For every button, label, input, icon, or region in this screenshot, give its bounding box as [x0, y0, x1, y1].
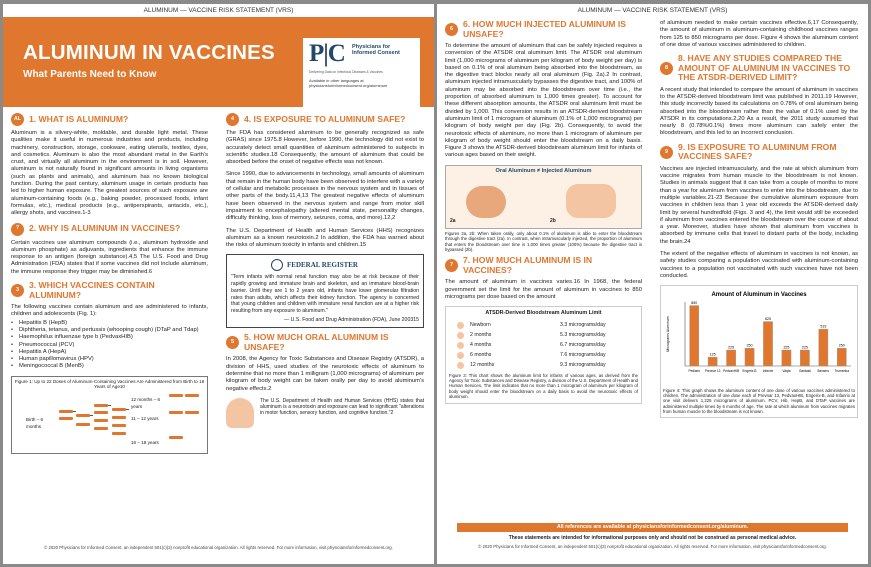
limit-table — [449, 321, 638, 371]
vaccine-list — [11, 320, 208, 371]
baby-icon — [457, 352, 464, 359]
list-item: • Pneumococcal (PCV) — [11, 342, 208, 349]
left-column — [11, 110, 208, 454]
left-column — [445, 20, 642, 404]
age-cell: 4 months — [470, 341, 492, 348]
panel-label: 2b — [550, 217, 556, 224]
neurotoxin-callout — [226, 398, 424, 428]
section-title: 4. IS EXPOSURE TO ALUMINUM SAFE? — [244, 113, 406, 124]
section-text: The extent of the negative effects of aluminum in vaccines is not known, as safety studies comparing a population vaccinated with aluminum-containing vaccines to a population not vaccinated with such vaccines have not been conducted. — [660, 251, 858, 279]
category-label: Trumenba — [834, 369, 849, 374]
register-quote: "Term infants with normal renal function may also be at risk because of their rapidly growing and immature brain and skeleton, and an immature blood-brain barrier. Until they are 1 to 2 years old, infants have lower glomerular filtration rates than adults, which affects their kidney function. The agency is concerned that young children and children with immature renal function are at a higher risk resulting from any exposure to aluminum." — [231, 274, 419, 314]
figure-4-caption: Figure 4: This graph shows the aluminum content of one dose of various vaccines administered to children. The administration of one dose each of Prevnar 13, PedvaxHIB, Engerix-B, and Infanrix at one visit delivers 1,225 micrograms of aluminum. PCV, Hib, HepB, and DTaP vaccines are administered multiple times by 6 months of age. The rate at which aluminum from vaccines migrates from human muscle to the bloodstream is not known. — [663, 387, 855, 415]
register-header — [231, 259, 419, 271]
bar — [800, 350, 809, 366]
seal-icon — [271, 259, 283, 271]
data-label: 850 — [691, 301, 698, 306]
aluminum-bar-chart — [663, 288, 855, 384]
section-2-heading — [11, 223, 208, 236]
bar — [837, 348, 846, 366]
baby-icon — [457, 332, 464, 339]
timeline-label: Birth – 6 months — [26, 417, 44, 430]
baby-icon — [457, 342, 464, 349]
table-row — [449, 321, 638, 331]
section-4-heading — [226, 113, 424, 126]
magnifier-icon: 8 — [660, 62, 673, 75]
limit-cell: 6.7 micrograms/day — [560, 341, 606, 348]
page-title: ALUMINUM IN VACCINES — [23, 41, 275, 64]
page-subtitle: What Parents Need to Know — [23, 69, 157, 80]
section-text: To determine the amount of aluminum that can be safely injected requires a conversion of the ATSDR oral aluminum limit. The ATSDR oral aluminum limit (1,000 micrograms of aluminum per kilogram of body weight per day) is based on 0.1% of oral aluminum being absorbed into the bloodstream, as the digestive tract blocks nearly all oral aluminum (Fig. 2a).2 In contrast, aluminum injected intramuscularly bypasses the digestive tract, and 100% of aluminum may be absorbed into the bloodstream over time (i.e., the proportion of absorbed aluminum is 1,000 times greater). To account for these different absorption amounts, the ATSDR oral aluminum limit must be divided by 1,000. This conversion results in an ATSDR-derived bloodstream aluminum limit of 1 microgram of aluminum (0.1% of 1,000 micrograms) per kilogram of body weight per day (Fig. 2b). Consequently, to avoid the neurotoxic effects of aluminum, no more than 1 microgram of aluminum per kilogram of body weight should enter the bloodstream on a daily basis. Figure 3 shows the ATSDR-derived bloodstream aluminum limit for infants of various ages based on their weight. — [445, 43, 642, 159]
figure-3-caption: Figure 3: This chart shows the aluminum limit for infants of various ages, as derived from the Agency for Toxic Substances and Disease Registry, a division of the U.S. Department of Health and Human Services. The limit indicates that no more than 1 microgram of aluminum per kilogram of body weight should enter the bloodstream on a daily basis to avoid the neurotoxic effects of aluminum. — [449, 372, 639, 400]
data-label: 250 — [838, 343, 845, 348]
section-text: Certain vaccines use aluminum compounds (i.e., aluminum hydroxide and aluminum phosphate) as adjuvants, ingredients that enhance the immune response to an antigen (foreign substance).4,5 The U.S. Food and Drug Administration (FDA) states that if some vaccines did not include aluminum, the immune response they trigger may be diminished.6 — [11, 239, 208, 275]
data-label: 125 — [709, 352, 716, 357]
section-3-heading — [11, 281, 208, 300]
chart-title: Amount of Aluminum in Vaccines — [711, 292, 807, 299]
scale-icon: 7 — [445, 259, 458, 272]
table-row — [449, 341, 638, 351]
section-title: 8. HAVE ANY STUDIES COMPARED THE AMOUNT OF ALUMINUM IN VACCINES TO THE ATSDR-DERIVED LIMIT? — [678, 53, 851, 83]
logo-box — [303, 38, 420, 112]
shield-icon: 4 — [226, 113, 239, 126]
limit-cell: 7.6 micrograms/day — [560, 351, 606, 358]
mouth-icon: 5 — [226, 336, 239, 349]
section-title: 9. IS EXPOSURE TO ALUMINUM FROM VACCINES SAFE? — [678, 141, 837, 162]
section-title: 3. WHICH VACCINES CONTAIN ALUMINUM? — [29, 280, 155, 300]
category-label: Engerix-B — [742, 369, 757, 374]
top-label: ALUMINUM — VACCINE RISK STATEMENT (VRS) — [143, 7, 294, 14]
data-label: 250 — [746, 343, 753, 348]
section-title: 1. WHAT IS ALUMINUM? — [29, 113, 129, 124]
section-8-heading — [660, 54, 858, 83]
syringe-icon: 6 — [445, 23, 458, 36]
bar — [763, 322, 772, 366]
vrs-page-left — [3, 4, 434, 564]
footer: © 2020 Physicians for Informed Consent, an independent 501(c)(3) nonprofit educational organization. All rights reserved. For more information, visit physiciansforinformedconsent.org. — [478, 544, 827, 549]
list-item: • Human papillomavirus (HPV) — [11, 356, 208, 363]
table-row — [449, 331, 638, 341]
category-label: Prevnar 13 — [704, 369, 721, 374]
list-item: • Meningococcal B (MenB) — [11, 363, 208, 370]
section-5-heading — [226, 333, 424, 352]
limit-cell: 5.3 micrograms/day — [560, 331, 606, 338]
list-item: • Hepatitis A (HepA) — [11, 349, 208, 356]
figure-3-title: ATSDR-Derived Bloodstream Aluminum Limit — [485, 310, 602, 317]
list-item: • Diphtheria, tetanus, and pertussis (whooping cough) (DTaP and Tdap) — [11, 327, 208, 334]
register-label: FEDERAL REGISTER — [287, 261, 358, 270]
data-label: 225 — [801, 345, 808, 350]
table-row — [449, 361, 638, 371]
section-text: A recent study that intended to compare the amount of aluminum in vaccines to the ATSDR-derived bloodstream limit was published in 2011.19 However, this study incorrectly based its calculations on 0.78% of oral aluminum being absorbed into the bloodstream rather than the value of 0.1% used by the ATSDR in its computations.2,20 As a result, the 2011 study assumed that nearly 8 (0.78%/0.1%) times more aluminum can safely enter the bloodstream, and this led to an incorrect conclusion. — [660, 86, 858, 137]
federal-register-box — [226, 254, 424, 328]
section-6-heading — [445, 20, 642, 39]
table-row — [449, 351, 638, 361]
figure-3 — [445, 306, 642, 403]
list-item: • Hepatitis B (HepB) — [11, 320, 208, 327]
figure-4 — [660, 285, 858, 417]
bar — [727, 350, 736, 366]
category-label: Vaqta — [782, 369, 791, 374]
data-label: 225 — [783, 345, 790, 350]
bar — [708, 357, 717, 366]
section-title: 2. WHY IS ALUMINUM IN VACCINES? — [29, 223, 181, 234]
aluminum-icon: AL — [11, 113, 24, 126]
section-text: In 2008, the Agency for Toxic Substances and Disease Registry (ATSDR), a division of HHS, used studies of the neurotoxic effects of aluminum to determine that no more than 1 milligram (1,000 micrograms) of aluminum per kilogram of body weight can be taken orally per day to avoid aluminum's negative effects.2 — [226, 356, 424, 392]
flask-icon: 3 — [11, 284, 24, 297]
figure-2 — [445, 165, 642, 229]
category-label: PedvaxHIB — [723, 369, 740, 374]
disclaimer: These statements are intended for informational purposes only and should not be construed as personal medical advice. — [508, 535, 797, 541]
category-label: Bexsero — [817, 369, 830, 374]
baby-icon — [457, 322, 464, 329]
bar — [690, 306, 699, 366]
references-bar: All references are available at physiciansforinformedconsent.org/aluminum. — [457, 523, 848, 532]
age-cell: Newborn — [470, 321, 491, 328]
section-text: Since 1990, due to advancements in technology, small amounts of aluminum that remain in the human body have been observed to interfere with a variety of cellular and metabolic processes in the nervous system and in tissues of other parts of the body.11,4,13 The greatest negative effects of aluminum have been observed in the nervous system and range from motor skill impairment to encephalopathy (altered mental state, personality changes, difficulty thinking, loss of memory, seizures, coma, and more).12,2 — [226, 171, 424, 222]
question-icon: ? — [11, 223, 24, 236]
panel-label: 2a — [450, 217, 456, 224]
limit-cell: 9.3 micrograms/day — [560, 361, 606, 368]
age-cell: 6 months — [470, 351, 492, 358]
vrs-page-right — [437, 4, 868, 564]
figure-1 — [11, 376, 208, 454]
warning-icon: 9 — [660, 146, 673, 159]
section-9-heading — [660, 143, 858, 162]
top-label: ALUMINUM — VACCINE RISK STATEMENT (VRS) — [577, 7, 728, 14]
bar — [819, 329, 828, 366]
logo-mark: P|C — [309, 40, 345, 67]
logo-note: Available in other languages at physiciansforinformedconsent.org/aluminum — [309, 78, 388, 89]
section-text: The following vaccines contain aluminum and are administered to infants, children and adolescents (Fig. 1): — [11, 304, 208, 318]
right-column — [226, 110, 424, 428]
figure-2-title: Oral Aluminum ≠ Injected Aluminum — [495, 167, 592, 174]
figure-caption: Figure 1: Up to 22 Doses of Aluminum-Containing Vaccines Are Administered from Birth to 18 Years of Age10 — [14, 378, 205, 390]
section-text: Aluminum is a silvery-white, moldable, and durable light metal. These qualities make it useful in numerous industries and products, including machinery, construction, storage, cookware, eating utensils, textiles, dyes, and cosmetics. Aluminum is also the most abundant metal in the Earth's crust, and virtually all aluminum in the environment is in soil. However, aluminum is not naturally found in significant amounts in living organisms (such as plants and animals), and aluminum has no known biological function. During the past century, aluminum usage in certain products has led to higher human exposure. The greatest sources of such exposure are aluminum-containing foods (e.g., baking powder, processed foods, infant formulas, etc.), medical products (e.g., antiperspirants, antacids, etc.), allergy shots, and vaccines.1-3 — [11, 130, 208, 217]
arm-icon — [566, 184, 616, 218]
section-7-heading — [445, 256, 642, 275]
stomach-icon — [466, 186, 506, 218]
age-cell: 2 months — [470, 331, 492, 338]
section-text: The amount of aluminum in vaccines varies.16 In 1968, the federal government set the limit for the amount of aluminum in vaccines to 850 micrograms per dose based on the amount — [445, 279, 642, 300]
callout-text: The U.S. Department of Health and Human Services (HHS) states that aluminum is a neurotoxin and exposure can lead to significant "alterations in motor function, sensory function, and cognitive function."2 — [260, 397, 424, 417]
logo-tagline: Delivering Data on Infectious Diseases & Vaccines — [309, 70, 383, 74]
section-text: of aluminum needed to make certain vaccines effective.6,17 Consequently, the amount of aluminum in aluminum-containing childhood vaccines ranges from 125 to 850 micrograms per dose. Figure 4 shows the aluminum content of one dose of various vaccines administered to children. — [660, 20, 858, 48]
timeline-label: 12 months – 6 years — [131, 397, 161, 410]
header-banner — [3, 17, 434, 107]
y-axis-label: Micrograms Aluminum — [666, 316, 670, 352]
category-label: Gardasil — [798, 369, 811, 374]
right-column — [660, 20, 858, 418]
section-title: 6. HOW MUCH INJECTED ALUMINUM IS UNSAFE? — [463, 19, 626, 39]
head-icon — [226, 398, 254, 428]
bar — [745, 348, 754, 366]
figure-2-caption: Figures 2a, 2b: When taken orally, only about 0.1% of aluminum is able to enter the bloodstream through the digestive tract (2a). In contrast, when intramuscularly injected, the proportion of aluminum that enters the bloodstream over time is 1,000 times greater (100%) because the digestive tract is bypassed (2b). — [445, 230, 642, 252]
section-title: 5. HOW MUCH ORAL ALUMINUM IS UNSAFE? — [244, 332, 389, 352]
logo-name: Physicians for Informed Consent — [352, 44, 400, 57]
timeline-label: 16 – 18 years — [131, 440, 159, 446]
section-text: The U.S. Department of Health and Human Services (HHS) recognizes aluminum as a known neurotoxin.2 In addition, the FDA has warned about the risks of aluminum toxicity in infants and children.15 — [226, 227, 424, 249]
footer: © 2020 Physicians for Informed Consent, an independent 501(c)(3) nonprofit educational organization. All rights reserved. For more information, visit physiciansforinformedconsent.org. — [44, 545, 393, 550]
category-label: Pediarix — [688, 369, 700, 374]
register-source: — U.S. Food and Drug Administration (FDA), June 200315 — [284, 316, 419, 323]
data-label: 519 — [820, 324, 827, 329]
baby-icon — [457, 362, 464, 369]
section-text: The FDA has considered aluminum to be generally recognized as safe (GRAS) since 1975.8 However, before 1990, the technology did not exist to accurately detect small quantities of aluminum administered to subjects in scientific studies.18 Consequently, the amount of aluminum that could be absorbed before the onset of negative effects was not known. — [226, 130, 424, 166]
section-1-heading — [11, 113, 208, 126]
timeline-label: 11 – 12 years — [131, 416, 159, 422]
list-item: • Haemophilus influenzae type b (PedvaxHIB) — [11, 334, 208, 341]
category-label: Infanrix — [762, 369, 774, 374]
data-label: 225 — [728, 345, 735, 350]
data-label: 625 — [765, 317, 771, 322]
bar — [782, 350, 791, 366]
age-cell: 12 months — [470, 361, 495, 368]
limit-cell: 3.3 micrograms/day — [560, 321, 606, 328]
section-title: 7. HOW MUCH ALUMINUM IS IN VACCINES? — [463, 255, 593, 275]
section-text: Vaccines are injected intramuscularly, and the rate at which aluminum from vaccine migrates from human muscle to the bloodstream is not known. Studies in animals suggest that it can take from a couple of months to more than a year for aluminum from vaccines to enter into the bloodstream, due to multiple variables.21-23 Because the cumulative aluminum exposure from vaccines in children less than 1 year old exceeds the ATSDR-derived daily limit by several hundredfold (Figs. 3 and 4), the limit would still be exceeded if aluminum from vaccines entered the bloodstream over the course of about a year. Moreover, studies have shown that aluminum from vaccines is absorbed by immune cells that travel to distant parts of the body, including the brain.24 — [660, 165, 858, 245]
